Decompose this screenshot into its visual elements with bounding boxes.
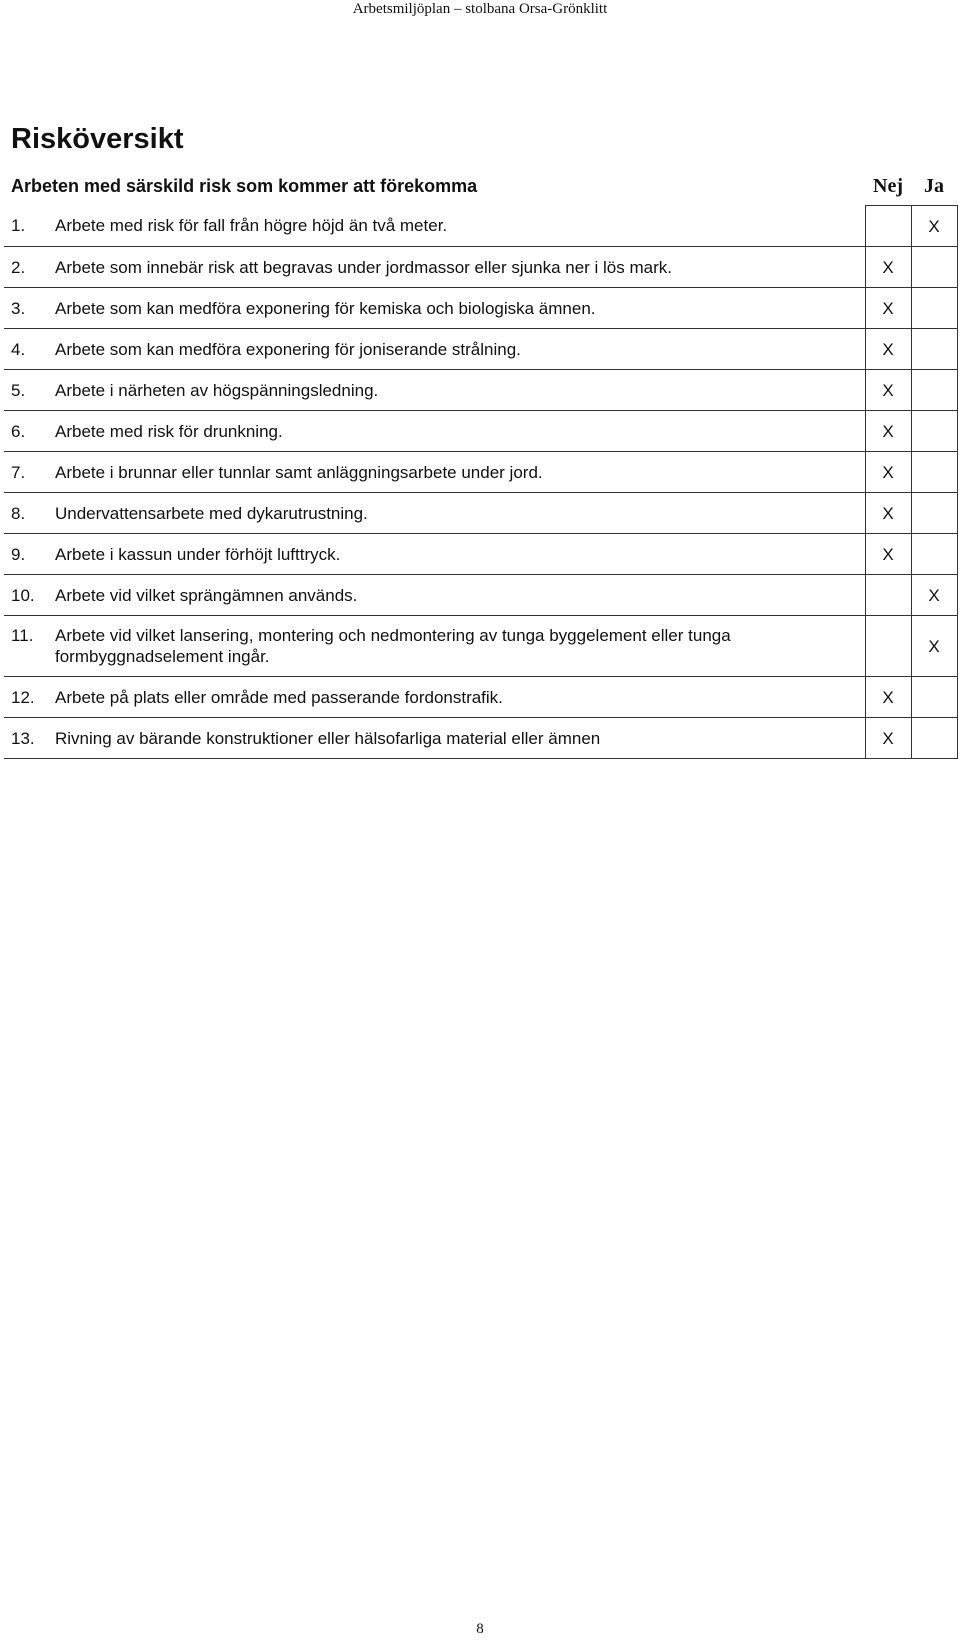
table-row: [4, 616, 957, 677]
risk-item-text: Arbete i brunnar eller tunnlar samt anläggningsarbete under jord.: [55, 462, 543, 482]
risk-item-number: 11.: [11, 626, 34, 645]
risk-item-text: Arbete på plats eller område med passerande fordonstrafik.: [55, 687, 503, 707]
risk-item-number: 4.: [11, 339, 26, 359]
table-row: [4, 411, 957, 452]
ja-cell: X: [911, 575, 957, 616]
nej-cell: X: [865, 677, 911, 718]
risk-item-cell: [4, 370, 865, 411]
table-row: [4, 718, 957, 759]
risk-item-cell: [4, 452, 865, 493]
ja-cell: [911, 677, 957, 718]
nej-cell: X: [865, 493, 911, 534]
risk-item-cell: [4, 677, 865, 718]
risk-item-cell: [4, 329, 865, 370]
nej-cell: [865, 616, 911, 677]
risk-item-text: Arbete med risk för drunkning.: [55, 421, 283, 441]
ja-cell: [911, 411, 957, 452]
ja-cell: [911, 288, 957, 329]
column-header-nej: Nej: [873, 174, 903, 197]
risk-item-cell: [4, 575, 865, 616]
nej-cell: X: [865, 534, 911, 575]
page-number: 8: [476, 1621, 484, 1637]
table-row: [4, 288, 957, 329]
nej-cell: X: [865, 718, 911, 759]
risk-item-cell: [4, 206, 865, 247]
risk-item-text: Arbete i kassun under förhöjt lufttryck.: [55, 544, 341, 564]
risk-item-text: Arbete vid vilket sprängämnen används.: [55, 585, 358, 605]
table-row: [4, 534, 957, 575]
risk-item-text: Arbete som kan medföra exponering för joniserande strålning.: [55, 339, 521, 359]
ja-cell: [911, 452, 957, 493]
risk-item-cell: [4, 718, 865, 759]
nej-cell: X: [865, 452, 911, 493]
ja-cell: [911, 718, 957, 759]
ja-cell: [911, 534, 957, 575]
ja-cell: X: [911, 206, 957, 247]
running-header: Arbetsmiljöplan – stolbana Orsa-Grönklitt: [352, 1, 608, 17]
risk-item-number: 9.: [11, 544, 26, 564]
risk-item-cell: [4, 247, 865, 288]
ja-cell: [911, 329, 957, 370]
table-row: [4, 452, 957, 493]
table-row: [4, 493, 957, 534]
risk-item-text: Arbete som kan medföra exponering för kemiska och biologiska ämnen.: [55, 298, 596, 318]
risk-item-number: 1.: [11, 216, 26, 236]
nej-cell: X: [865, 329, 911, 370]
risk-item-cell: [4, 534, 865, 575]
table-row: [4, 370, 957, 411]
risk-item-number: 12.: [11, 687, 35, 707]
table-header-row: [4, 167, 957, 206]
ja-cell: X: [911, 616, 957, 677]
table-row: [4, 247, 957, 288]
risk-item-number: 8.: [11, 503, 26, 523]
ja-cell: [911, 247, 957, 288]
risk-item-cell: [4, 616, 865, 677]
risk-item-text: Arbete i närheten av högspänningsledning.: [55, 380, 379, 400]
nej-cell: [865, 206, 911, 247]
section-title: Risköversikt: [11, 123, 184, 155]
nej-cell: X: [865, 247, 911, 288]
table-row: [4, 206, 957, 247]
risk-item-text: Rivning av bärande konstruktioner eller hälsofarliga material eller ämnen: [55, 728, 601, 748]
risk-item-text: Arbete som innebär risk att begravas under jordmassor eller sjunka ner i lös mark.: [55, 257, 672, 277]
nej-cell: X: [865, 288, 911, 329]
risk-item-cell: [4, 411, 865, 452]
nej-cell: [865, 575, 911, 616]
ja-cell: [911, 370, 957, 411]
risk-item-cell: [4, 493, 865, 534]
column-header-ja: Ja: [924, 174, 944, 197]
nej-cell: X: [865, 370, 911, 411]
table-row: [4, 677, 957, 718]
table-heading: Arbeten med särskild risk som kommer att förekomma: [11, 175, 478, 196]
risk-item-number: 2.: [11, 257, 26, 277]
risk-table: [4, 167, 958, 759]
table-row: [4, 329, 957, 370]
risk-item-number: 10.: [11, 585, 35, 605]
risk-item-number: 6.: [11, 421, 26, 441]
ja-cell: [911, 493, 957, 534]
risk-item-text: Arbete vid vilket lansering, montering och nedmontering av tunga byggelement eller tunga formbyggnadselement ingår.: [55, 626, 731, 666]
risk-item-text: Arbete med risk för fall från högre höjd än två meter.: [55, 216, 448, 236]
table-row: [4, 575, 957, 616]
risk-item-text: Undervattensarbete med dykarutrustning.: [55, 503, 368, 523]
risk-item-number: 3.: [11, 298, 26, 318]
nej-cell: X: [865, 411, 911, 452]
risk-item-number: 7.: [11, 462, 26, 482]
risk-item-number: 5.: [11, 380, 26, 400]
risk-item-cell: [4, 288, 865, 329]
risk-item-number: 13.: [11, 728, 35, 748]
